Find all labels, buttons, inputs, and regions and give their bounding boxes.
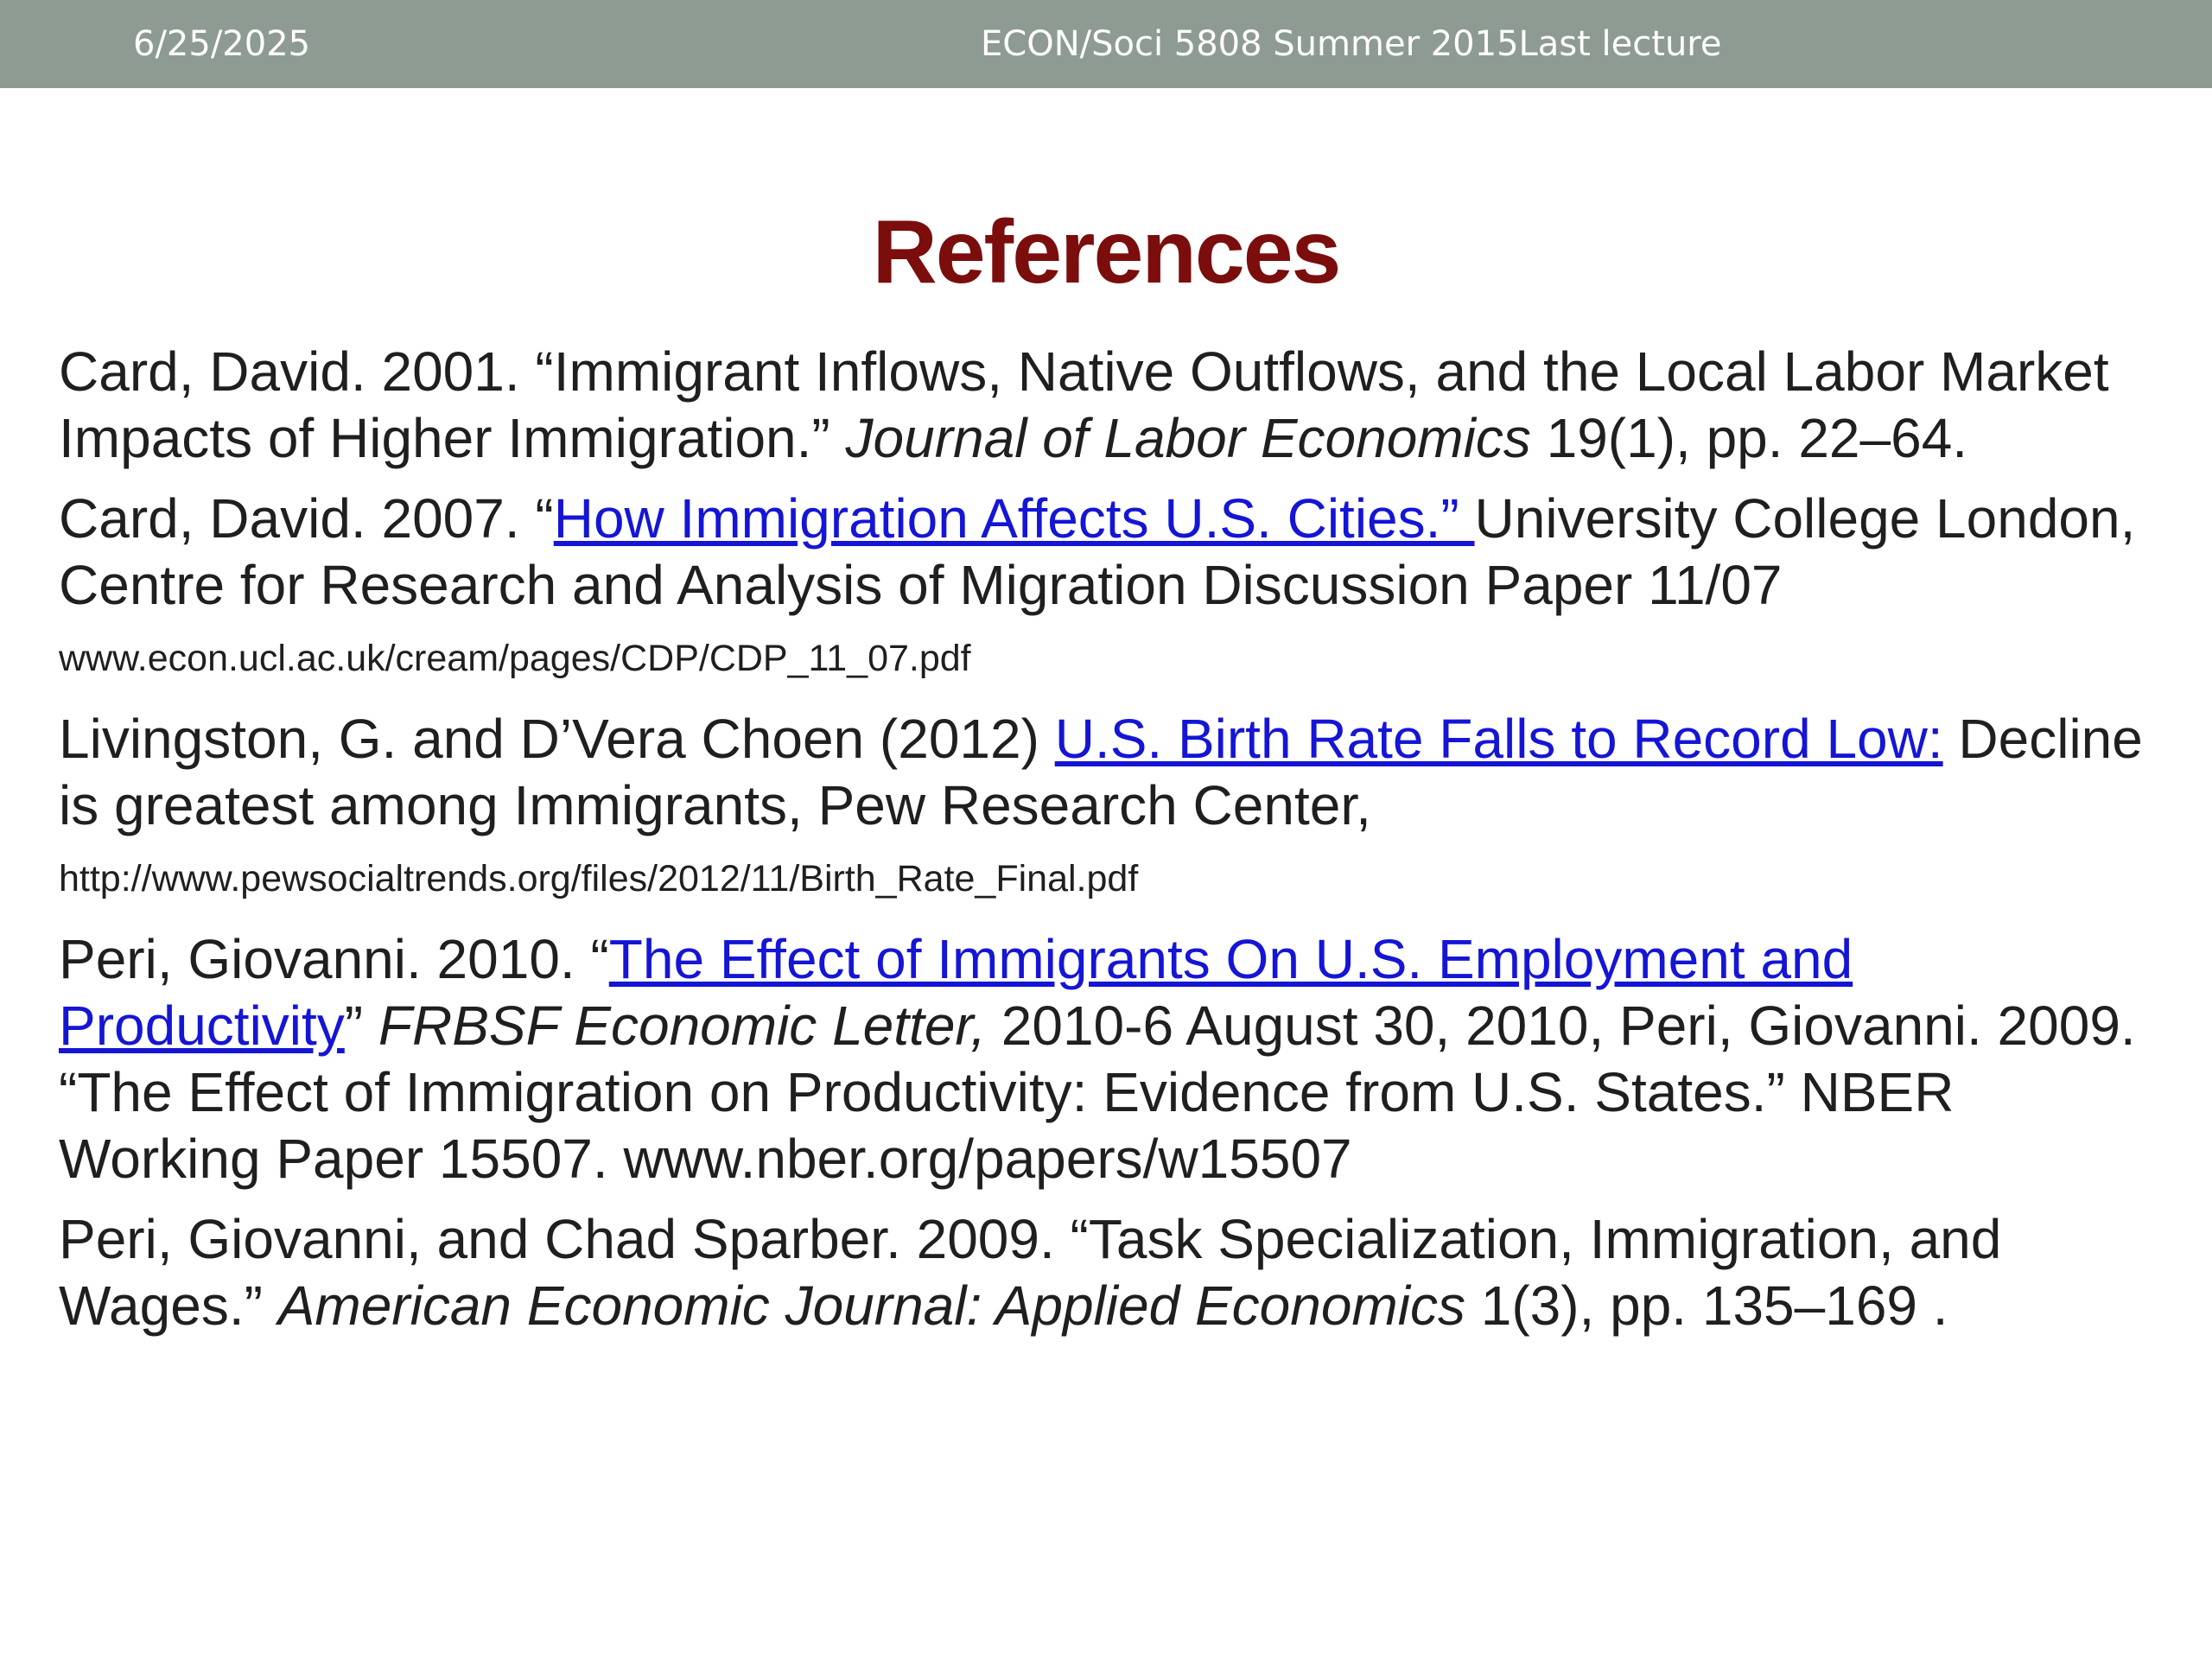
reference-link-birth-rate[interactable]: U.S. Birth Rate Falls to Record Low: <box>1054 708 1943 770</box>
references-list <box>59 339 2167 1353</box>
reference-link-employment[interactable]: The Effect of Immigrants On U.S. Employment and Productivity <box>59 928 1853 1057</box>
reference-text: University College London, Centre for Research and Analysis of Migration Discussion Paper 11/07 <box>59 487 2136 616</box>
slide-course-title: ECON/Soci 5808 Summer 2015Last lecture <box>981 24 1722 64</box>
slide-header-bar <box>0 0 2212 88</box>
reference-url: http://www.pewsocialtrends.org/files/2012/11/Birth_Rate_Final.pdf <box>59 858 1139 899</box>
reference-text: ” <box>344 995 378 1057</box>
reference-text: Card, David. 2007. “ <box>59 487 554 550</box>
slide-title: References <box>872 202 1340 302</box>
reference-livingston-2012 <box>59 706 2167 912</box>
journal-title: FRBSF Economic Letter, <box>378 995 986 1057</box>
reference-text: Livingston, G. and D’Vera Choen (2012) <box>59 708 1055 770</box>
slide-date: 6/25/2025 <box>133 24 311 64</box>
reference-text: Decline is greatest among Immigrants, Pew Research Center, <box>59 708 2143 836</box>
journal-title: Journal of Labor Economics <box>845 407 1531 469</box>
reference-peri-2010 <box>59 926 2167 1192</box>
reference-url: www.econ.ucl.ac.uk/cream/pages/CDP/CDP_11_07.pdf <box>59 638 971 679</box>
journal-title: American Economic Journal: Applied Economics <box>277 1274 1465 1337</box>
reference-text: Card, David. 2001. “Immigrant Inflows, Native Outflows, and the Local Labor Market Impacts of Higher Immigration.” <box>59 340 2109 469</box>
reference-text: 19(1), pp. 22–64. <box>1530 407 1968 469</box>
reference-peri-sparber-2009 <box>59 1206 2167 1339</box>
reference-text: 2010-6 August 30, 2010, Peri, Giovanni. 2009. “The Effect of Immigration on Productivity: Evidence from U.S. States.” NBER Working Paper 15507. www.nber.org/papers/w15507 <box>59 995 2136 1190</box>
reference-text: 1(3), pp. 135–169 . <box>1465 1274 1948 1337</box>
reference-link-cities[interactable]: How Immigration Affects U.S. Cities.” <box>553 487 1475 550</box>
reference-text: Peri, Giovanni, and Chad Sparber. 2009. “Task Specialization, Immigration, and Wages.” <box>59 1208 2002 1337</box>
reference-card-2001 <box>59 339 2167 472</box>
reference-card-2007 <box>59 486 2167 692</box>
reference-text: Peri, Giovanni. 2010. “ <box>59 928 609 990</box>
